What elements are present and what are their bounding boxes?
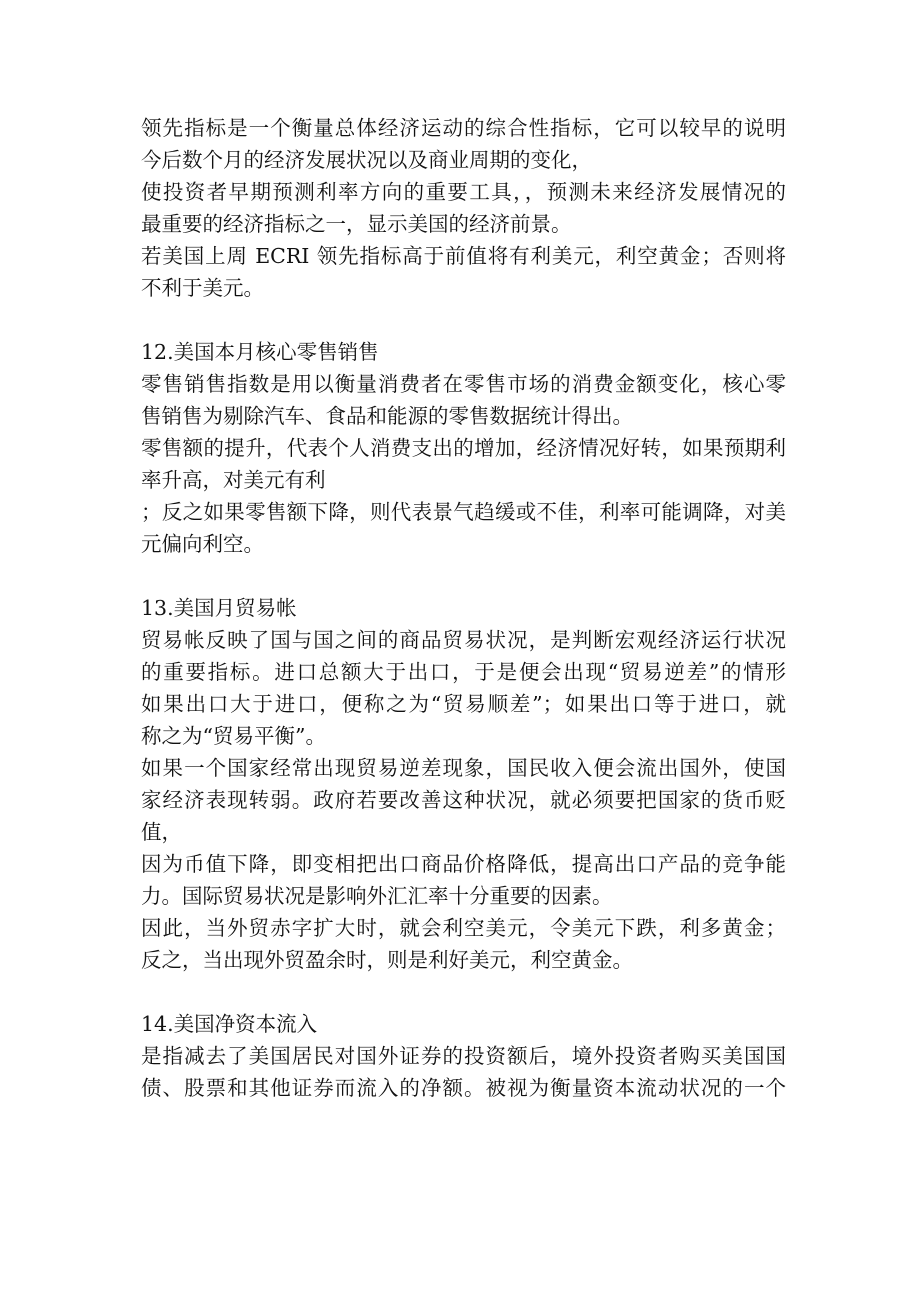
blank-line [141,976,786,1008]
paragraph-line: 零售销售指数是用以衡量消费者在零售市场的消费金额变化，核心零 [141,372,786,396]
paragraph-line: 领先指标是一个衡量总体经济运动的综合性指标，它可以较早的说明 [141,116,786,140]
paragraph-line: 反之，当出现外贸盈余时，则是利好美元，利空黄金。 [141,948,633,972]
paragraph-line: 称之为“贸易平衡”。 [141,724,326,748]
paragraph-line: 是指减去了美国居民对国外证券的投资额后，境外投资者购买美国国 [141,1044,786,1068]
paragraph-line: 最重要的经济指标之一，显示美国的经济前景。 [141,212,572,236]
paragraph-line: 的重要指标。进口总额大于出口，于是便会出现“贸易逆差”的情形 [141,660,786,684]
blank-line [141,304,786,336]
paragraph-line: 因此，当外贸赤字扩大时，就会利空美元，令美元下跌，利多黄金； [141,916,786,940]
paragraph-line: 家经济表现转弱。政府若要改善这种状况，就必须要把国家的货币贬 [141,788,786,812]
document-page [141,112,786,1104]
paragraph-line: 值， [141,820,182,844]
paragraph-line: 零售额的提升，代表个人消费支出的增加，经济情况好转，如果预期利 [141,436,786,460]
paragraph-line: ；反之如果零售额下降，则代表景气趋缓或不佳，利率可能调降，对美 [141,500,786,524]
paragraph-line: 率升高，对美元有利 [141,468,326,492]
section-heading: 14.美国净资本流入 [141,1012,318,1036]
paragraph-line: 今后数个月的经济发展状况以及商业周期的变化， [141,148,592,172]
section-heading: 12.美国本月核心零售销售 [141,340,379,364]
paragraph-line: 如果一个国家经常出现贸易逆差现象，国民收入便会流出国外，使国 [141,756,786,780]
section-12 [141,336,786,560]
section-heading: 13.美国月贸易帐 [141,596,297,620]
paragraph-line: 使投资者早期预测利率方向的重要工具，，预测未来经济发展情况的 [141,180,786,204]
paragraph-line: 如果出口大于进口，便称之为“贸易顺差”；如果出口等于进口，就 [141,692,786,716]
paragraph-line: 因为币值下降，即变相把出口商品价格降低，提高出口产品的竞争能 [141,852,786,876]
paragraph-line: 不利于美元。 [141,276,264,300]
paragraph-line: 贸易帐反映了国与国之间的商品贸易状况，是判断宏观经济运行状况 [141,628,786,652]
paragraph-line: 元偏向利空。 [141,532,264,556]
section-13 [141,592,786,976]
blank-line [141,560,786,592]
section-14 [141,1008,786,1104]
paragraph-line: 售销售为剔除汽车、食品和能源的零售数据统计得出。 [141,404,633,428]
section-intro [141,112,786,304]
paragraph-line: 若美国上周 ECRI 领先指标高于前值将有利美元，利空黄金；否则将 [141,244,786,268]
paragraph-line: 力。国际贸易状况是影响外汇汇率十分重要的因素。 [141,884,613,908]
paragraph-line: 债、股票和其他证券而流入的净额。被视为衡量资本流动状况的一个 [141,1076,786,1100]
